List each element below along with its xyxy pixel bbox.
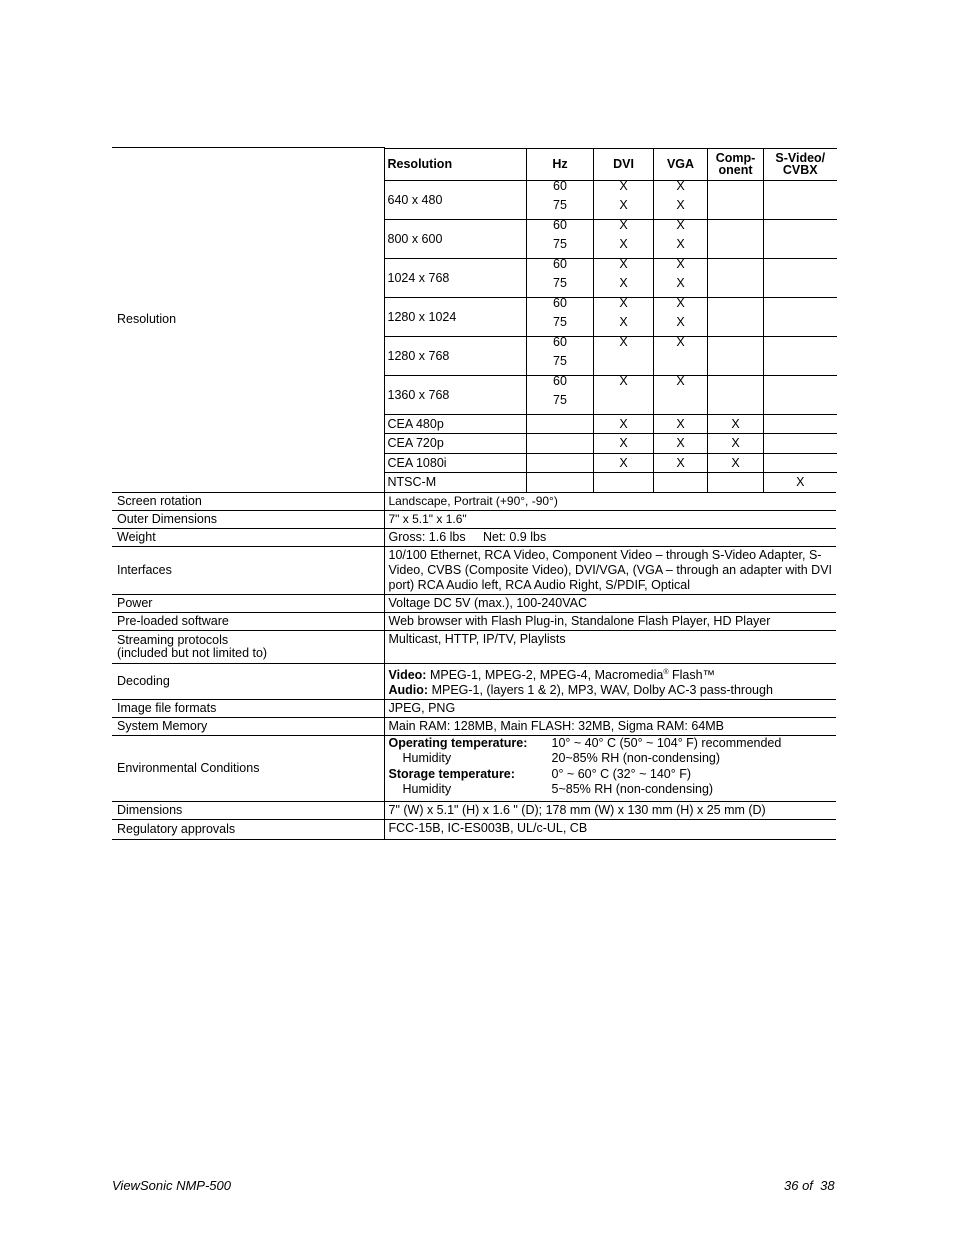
- vga-cell: [654, 336, 708, 375]
- decoding-video-tail: Flash™: [668, 667, 716, 682]
- power-label: Power: [112, 594, 384, 612]
- decoding-audio-key: Audio:: [388, 682, 429, 697]
- dimensions-label: Dimensions: [112, 801, 384, 819]
- vga-cell-value: X: [676, 295, 685, 310]
- dvi-cell-value: [594, 394, 653, 414]
- streaming-label: Streaming protocols: [117, 632, 229, 647]
- resolution-row-group: [385, 375, 837, 414]
- hz-cell-value: 60: [553, 373, 567, 388]
- env-storage-humidity-line: [389, 782, 837, 798]
- memory-value: Main RAM: 128MB, Main FLASH: 32MB, Sigma RAM: 64MB: [384, 717, 836, 735]
- hz-cell: [527, 219, 594, 258]
- decoding-value: [384, 663, 836, 699]
- dvi-cell-value: X: [619, 217, 628, 232]
- env-storage-humidity-key: Humidity: [402, 782, 452, 796]
- vga-cell-value: X: [676, 373, 685, 388]
- dvi-cell: [594, 219, 654, 258]
- vga-cell: [654, 375, 708, 414]
- resolution-row-group: [385, 336, 837, 375]
- footer-page-number: 36 of 38: [784, 1178, 835, 1193]
- dimensions-value: 7" (W) x 5.1" (H) x 1.6 " (D); 178 mm (W) x 130 mm (H) x 25 mm (D): [384, 801, 836, 819]
- environment-label: Environmental Conditions: [112, 735, 384, 801]
- outer-dimensions-label: Outer Dimensions: [112, 510, 384, 528]
- resolution-name: 800 x 600: [385, 219, 527, 258]
- hz-cell-value: 75: [553, 276, 567, 290]
- dvi-cell: [594, 336, 654, 375]
- decoding-audio-line: [389, 683, 837, 698]
- screen-rotation-label: Screen rotation: [112, 492, 384, 510]
- dvi-cell-value: X: [619, 315, 628, 329]
- hz-cell: [527, 434, 594, 454]
- resolution-name: 640 x 480: [385, 180, 527, 219]
- weight-label: Weight: [112, 528, 384, 546]
- env-operating-humidity-line: [389, 751, 837, 767]
- vga-cell: X: [654, 434, 708, 454]
- component-cell: X: [708, 453, 764, 473]
- vga-cell: X: [654, 414, 708, 434]
- streaming-row: [112, 630, 836, 663]
- memory-label: System Memory: [112, 717, 384, 735]
- env-operating-key: Operating temperature:: [388, 735, 528, 750]
- footer-product: ViewSonic NMP-500: [112, 1178, 231, 1193]
- component-cell: [708, 473, 764, 492]
- resolution-name: 1280 x 1024: [385, 297, 527, 336]
- image-formats-row: [112, 699, 836, 717]
- header-vga: VGA: [654, 148, 708, 180]
- component-cell: [708, 258, 764, 297]
- resolution-name: NTSC-M: [387, 475, 437, 490]
- software-row: [112, 612, 836, 630]
- screen-rotation-value: Landscape, Portrait (+90°, -90°): [384, 492, 836, 510]
- hz-cell-value: 75: [553, 237, 567, 251]
- hz-cell: [527, 297, 594, 336]
- resolution-row-single: [385, 414, 837, 434]
- decoding-video-line: [389, 665, 837, 683]
- software-value: Web browser with Flash Plug-in, Standalone Flash Player, HD Player: [384, 612, 836, 630]
- streaming-label-note: (included but not limited to): [117, 645, 268, 660]
- env-operating-value: 10° ~ 40° C (50° ~ 104° F) recommended: [551, 735, 782, 750]
- env-operating-humidity-key: Humidity: [402, 751, 452, 765]
- power-row: [112, 594, 836, 612]
- resolution-row-group: [385, 180, 837, 219]
- dvi-cell: [594, 473, 654, 492]
- resolution-name: 1360 x 768: [385, 375, 527, 414]
- hz-cell-value: 60: [553, 334, 567, 349]
- header-component: Comp- onent: [708, 148, 764, 180]
- dvi-cell: X: [594, 434, 654, 454]
- resolution-row-group: [385, 258, 837, 297]
- svideo-cell: [764, 219, 837, 258]
- streaming-label-cell: [112, 630, 384, 663]
- dvi-cell: [594, 297, 654, 336]
- env-storage-value: 0° ~ 60° C (32° ~ 140° F): [551, 766, 692, 781]
- memory-row: [112, 717, 836, 735]
- header-svideo: S-Video/ CVBX: [764, 148, 837, 180]
- screen-rotation-row: [112, 492, 836, 510]
- vga-cell-value: X: [676, 237, 685, 251]
- environment-row: [112, 735, 836, 801]
- resolution-table-body: [385, 180, 837, 492]
- regulatory-value: FCC-15B, IC-ES003B, UL/c-UL, CB: [384, 819, 836, 839]
- hz-cell: [527, 258, 594, 297]
- vga-cell: [654, 297, 708, 336]
- interfaces-row: [112, 546, 836, 594]
- outer-dimensions-row: [112, 510, 836, 528]
- regulatory-row: [112, 819, 836, 839]
- vga-cell: [654, 219, 708, 258]
- component-cell: [708, 297, 764, 336]
- hz-cell-value: 60: [553, 295, 567, 310]
- vga-cell-value: X: [676, 315, 685, 329]
- software-label: Pre-loaded software: [112, 612, 384, 630]
- dvi-cell: X: [594, 414, 654, 434]
- header-resolution: Resolution: [385, 148, 527, 180]
- dvi-cell-value: X: [619, 198, 628, 212]
- decoding-video-value: MPEG-1, MPEG-2, MPEG-4, Macromedia: [429, 667, 664, 682]
- dvi-cell: X: [594, 453, 654, 473]
- component-cell: X: [708, 434, 764, 454]
- hz-cell-value: 60: [553, 217, 567, 232]
- environment-value: [384, 735, 836, 801]
- vga-cell-value: X: [676, 256, 685, 271]
- resolution-row-group: [385, 297, 837, 336]
- interfaces-value: 10/100 Ethernet, RCA Video, Component Video – through S-Video Adapter, S-Video, CVBS (Composite Video), DVI/VGA, (VGA – through an adapter with DVI port) RCA Audio left, RCA Audio Right, S/PDIF, Optical: [384, 546, 836, 594]
- resolution-table: [385, 148, 837, 492]
- hz-cell-value: 60: [553, 256, 567, 271]
- resolution-label: Resolution: [112, 148, 384, 493]
- dvi-cell-value: [594, 355, 653, 375]
- weight-value: Gross: 1.6 lbs Net: 0.9 lbs: [384, 528, 836, 546]
- dimensions-row: [112, 801, 836, 819]
- svideo-cell: [764, 336, 837, 375]
- power-value: Voltage DC 5V (max.), 100-240VAC: [384, 594, 836, 612]
- decoding-row: [112, 663, 836, 699]
- image-formats-label: Image file formats: [112, 699, 384, 717]
- hz-cell-value: 75: [553, 393, 567, 407]
- vga-cell-value: [654, 394, 707, 414]
- component-cell: X: [708, 414, 764, 434]
- dvi-cell: [594, 180, 654, 219]
- streaming-value: Multicast, HTTP, IP/TV, Playlists: [384, 630, 836, 663]
- dvi-cell-value: X: [619, 334, 628, 349]
- regulatory-label: Regulatory approvals: [112, 819, 384, 839]
- hz-cell: [527, 375, 594, 414]
- component-cell: [708, 336, 764, 375]
- svideo-cell: [764, 180, 837, 219]
- svideo-cell: [764, 258, 837, 297]
- outer-dimensions-value: 7" x 5.1" x 1.6": [384, 510, 836, 528]
- vga-cell-value: X: [676, 276, 685, 290]
- decoding-audio-value: MPEG-1, (layers 1 & 2), MP3, WAV, Dolby AC-3 pass-through: [431, 682, 773, 697]
- hz-cell: [527, 473, 594, 492]
- decoding-label: Decoding: [112, 663, 384, 699]
- resolution-name: CEA 480p: [385, 414, 527, 434]
- svideo-cell: [764, 453, 837, 473]
- vga-cell-value: X: [676, 198, 685, 212]
- component-cell: [708, 219, 764, 258]
- hz-cell-value: 75: [553, 198, 567, 212]
- hz-cell: [527, 336, 594, 375]
- svideo-cell: [764, 434, 837, 454]
- vga-cell-value: X: [676, 178, 685, 193]
- hz-cell-value: 60: [553, 178, 567, 193]
- vga-cell-value: [654, 355, 707, 375]
- svideo-cell: X: [764, 473, 837, 492]
- svideo-cell: [764, 414, 837, 434]
- vga-cell: [654, 180, 708, 219]
- interfaces-label: Interfaces: [112, 546, 384, 594]
- env-operating-line: [389, 736, 837, 752]
- vga-cell: X: [654, 453, 708, 473]
- dvi-cell-value: X: [619, 373, 628, 388]
- header-dvi: DVI: [594, 148, 654, 180]
- dvi-cell-value: X: [619, 237, 628, 251]
- resolution-row-group: [385, 219, 837, 258]
- svideo-cell: [764, 375, 837, 414]
- env-storage-line: [389, 767, 837, 783]
- component-cell: [708, 375, 764, 414]
- dvi-cell: [594, 258, 654, 297]
- resolution-row-single: [385, 473, 837, 492]
- dvi-cell-value: X: [619, 276, 628, 290]
- dvi-cell-value: X: [619, 295, 628, 310]
- component-cell: [708, 180, 764, 219]
- resolution-row-single: [385, 434, 837, 454]
- env-storage-humidity-value: 5~85% RH (non-condensing): [551, 782, 714, 796]
- hz-cell-value: 75: [553, 315, 567, 329]
- spec-table: [112, 147, 836, 840]
- env-operating-humidity-value: 20~85% RH (non-condensing): [551, 751, 721, 765]
- hz-cell-value: 75: [553, 354, 567, 368]
- dvi-cell-value: X: [619, 178, 628, 193]
- resolution-cell: [384, 148, 836, 493]
- resolution-name: CEA 720p: [385, 434, 527, 454]
- vga-cell: [654, 473, 708, 492]
- image-formats-value: JPEG, PNG: [384, 699, 836, 717]
- resolution-name: CEA 1080i: [385, 453, 527, 473]
- resolution-name: 1280 x 768: [385, 336, 527, 375]
- resolution-row-single: [385, 453, 837, 473]
- dvi-cell-value: X: [619, 256, 628, 271]
- vga-cell-value: X: [676, 334, 685, 349]
- hz-cell: [527, 180, 594, 219]
- env-storage-key: Storage temperature:: [388, 766, 515, 781]
- resolution-header-row: [385, 148, 837, 180]
- weight-row: [112, 528, 836, 546]
- svideo-cell: [764, 297, 837, 336]
- vga-cell: [654, 258, 708, 297]
- hz-cell: [527, 453, 594, 473]
- vga-cell-value: X: [676, 217, 685, 232]
- header-hz: Hz: [527, 148, 594, 180]
- resolution-name: 1024 x 768: [385, 258, 527, 297]
- resolution-row: [112, 148, 836, 493]
- registered-mark: ®: [663, 668, 669, 676]
- hz-cell: [527, 414, 594, 434]
- dvi-cell: [594, 375, 654, 414]
- decoding-video-key: Video:: [388, 667, 427, 682]
